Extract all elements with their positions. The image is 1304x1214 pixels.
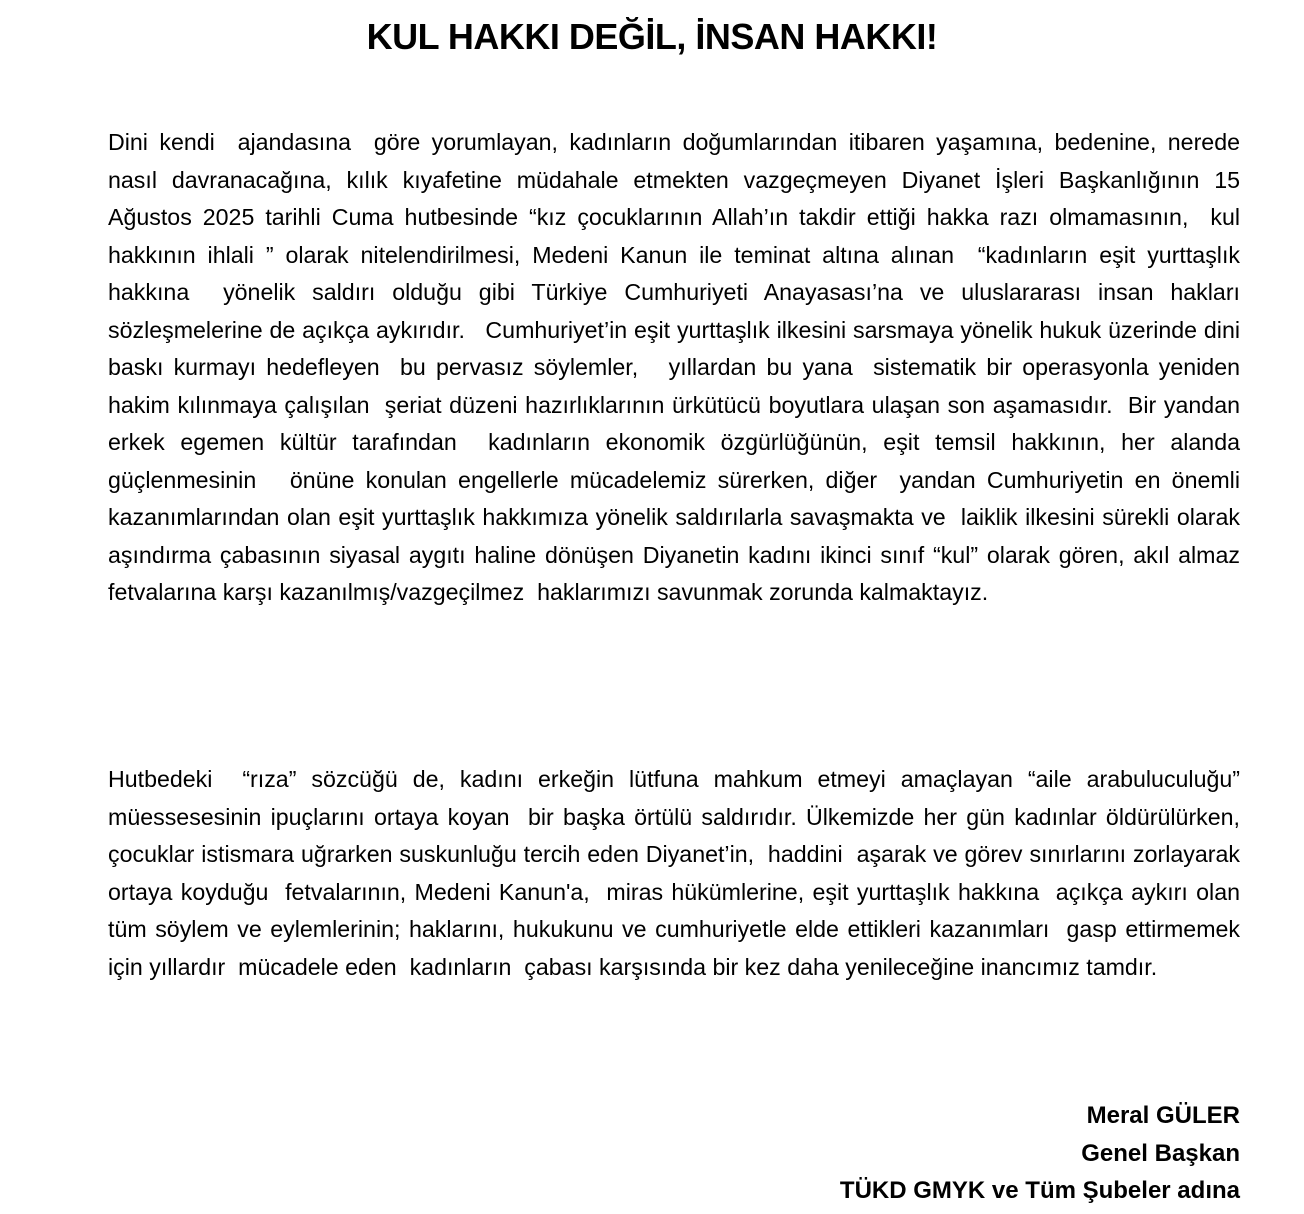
body-paragraph-1: Dini kendi ajandasına göre yorumlayan, kadınların doğumlarından itibaren yaşamına, bedenine, nerede nasıl davranacağına, kılık kıyafetine müdahale etmekten vazgeçmeyen Diyanet İşleri Başkanlığının 15 Ağustos 2025 tarihli Cuma hutbesinde “kız çocuklarının Allah’ın takdir ettiği hakka razı olmamasının, kul hakkının ihlali ” olarak nitelendirilmesi, Medeni Kanun ile teminat altına alınan “kadınların eşit yurttaşlık hakkına yönelik saldırı olduğu gibi Türkiye Cumhuriyeti Anayasası’na ve uluslararası insan hakları sözleşmelerine de açıkça aykırıdır. Cumhuriyet’in eşit yurttaşlık ilkesini sarsmaya yönelik hukuk üzerinde dini baskı kurmayı hedefleyen bu pervasız söylemler, yıllardan bu yana sistematik bir operasyonla yeniden hakim kılınmaya çalışılan şeriat düzeni hazırlıklarının ürkütücü boyutlara ulaşan son aşamasıdır. Bir yandan erkek egemen kültür tarafından kadınların ekonomik özgürlüğünün, eşit temsil hakkının, her alanda güçlenmesinin önüne konulan engellerle mücadelemiz sürerken, diğer yandan Cumhuriyetin en önemli kazanımlarından olan eşit yurttaşlık hakkımıza yönelik saldırılarla savaşmakta ve laiklik ilkesini sürekli olarak aşındırma çabasının siyasal aygıtı haline dönüşen Diyanetin kadını ikinci sınıf “kul” olarak gören, akıl almaz fetvalarına karşı kazanılmış/vazgeçilmez haklarımızı savunmak zorunda kalmaktayız. [108,129,1253,605]
signatory-role: Genel Başkan [1081,1139,1240,1167]
body-paragraph-2: Hutbedeki “rıza” sözcüğü de, kadını erkeğin lütfuna mahkum etmeyi amaçlayan “aile arabuluculuğu” müessesesinin ipuçlarını ortaya koyan bir başka örtülü saldırıdır. Ülkemizde her gün kadınlar öldürülürken, çocuklar istismara uğrarken suskunluğu tercih eden Diyanet’in, haddini aşarak ve görev sınırlarını zorlayarak ortaya koyduğu fetvalarının, Medeni Kanun'a, miras hükümlerine, eşit yurttaşlık hakkına açıkça aykırı olan tüm söylem ve eylemlerinin; haklarını, hukukunu ve cumhuriyetle elde ettikleri kazanımları gasp ettirmemek için yıllardır mücadele eden kadınların çabası karşısında bir kez daha yenileceğine inancımız tamdır. [108,766,1253,980]
signatory-organization: TÜKD GMYK ve Tüm Şubeler adına [839,1177,1240,1204]
signature-block [840,1097,1240,1210]
signatory-name: Meral GÜLER [1086,1102,1240,1129]
document-title: KUL HAKKI DEĞİL, İNSAN HAKKI! [366,16,938,57]
